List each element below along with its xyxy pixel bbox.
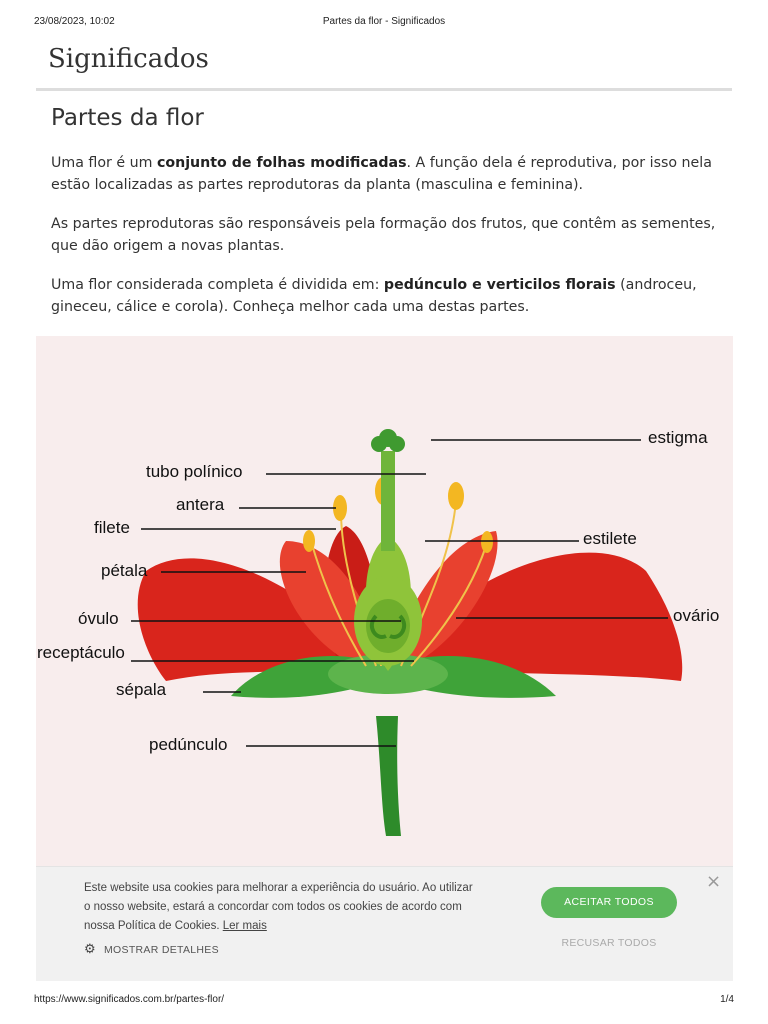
paragraph-complete-flower: Uma flor considerada completa é dividida em: pedúnculo e verticilos florais (androceu, gineceu, cálice e corola). Conheça melhor cada uma destas partes. xyxy=(51,277,697,315)
flower-illustration xyxy=(36,336,733,866)
label-ovulo: óvulo xyxy=(78,609,119,628)
cookie-message: Este website usa cookies para melhorar a experiência do usuário. Ao utilizar o nosso website, estará a concordar com todos os cookies de acordo com nossa Política de Cookies. Ler mais xyxy=(84,882,473,932)
label-filete: filete xyxy=(94,518,130,537)
accept-all-button[interactable]: ACEITAR TODOS xyxy=(541,887,677,918)
label-antera: antera xyxy=(176,495,225,514)
read-more-link[interactable]: Ler mais xyxy=(222,920,267,932)
site-logo[interactable]: Significados xyxy=(48,44,209,74)
gear-icon: ⚙ xyxy=(84,941,96,956)
label-estilete: estilete xyxy=(583,529,637,548)
label-estigma: estigma xyxy=(648,428,708,447)
label-ovario: ovário xyxy=(673,606,720,625)
print-footer xyxy=(34,994,734,1006)
label-tubo-polinico: tubo polínico xyxy=(146,462,243,481)
cookie-banner xyxy=(36,866,733,981)
print-header xyxy=(34,16,734,30)
page-title: Partes da flor xyxy=(51,105,204,131)
label-petala: pétala xyxy=(101,561,148,580)
paragraph-intro: Uma flor é um conjunto de folhas modificadas. A função dela é reprodutiva, por isso nela estão localizadas as partes reprodutoras da planta (masculina e feminina). xyxy=(51,155,712,193)
paragraph-reproduction: As partes reprodutoras são responsáveis pela formação dos frutos, que contêm as sementes, que dão origem a novas plantas. xyxy=(51,216,716,254)
reject-all-button[interactable]: RECUSAR TODOS xyxy=(561,937,657,949)
show-details-button[interactable] xyxy=(84,941,219,957)
header-divider xyxy=(36,88,732,91)
print-date: 23/08/2023, 10:02 xyxy=(34,16,115,27)
flower-diagram xyxy=(36,336,733,866)
show-details-label: MOSTRAR DETALHES xyxy=(104,944,219,956)
print-title: Partes da flor - Significados xyxy=(322,16,446,27)
label-receptaculo: receptáculo xyxy=(37,643,125,662)
close-icon[interactable]: × xyxy=(706,871,722,892)
label-sepala: sépala xyxy=(116,680,167,699)
print-url: https://www.significados.com.br/partes-flor/ xyxy=(34,994,225,1005)
label-pedunculo: pedúnculo xyxy=(149,735,228,754)
page-number: 1/4 xyxy=(720,994,734,1005)
